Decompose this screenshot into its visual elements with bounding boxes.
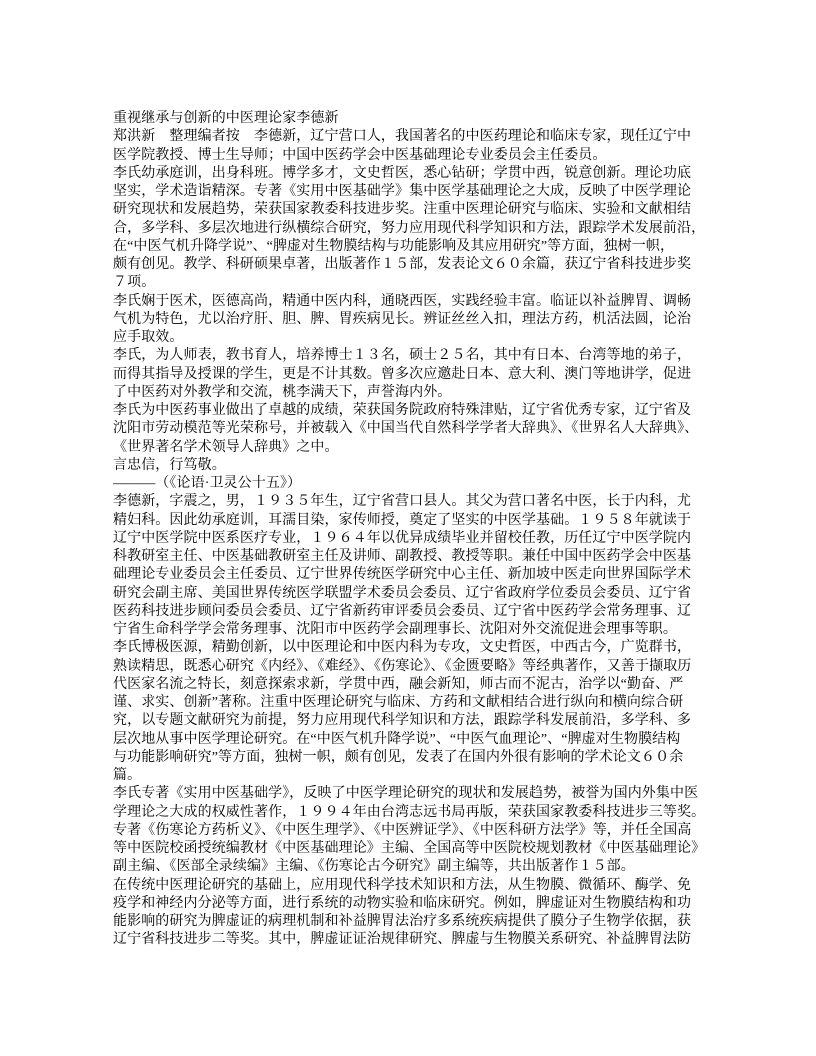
- text-line: 熟读精思，既悉心研究《内经》、《难经》、《伤寒论》、《金匮要略》等经典著作，又善于撷取历: [113, 658, 692, 674]
- text-line: 能影响的研究为脾虚证的病理机制和补益脾胃法治疗多系统疾病提供了膜分子生物学依据，获: [113, 914, 692, 929]
- text-line: 医药科技进步顾问委员会委员、辽宁省新药审评委员会委员、辽宁省中医药学会常务理事、辽: [113, 603, 692, 619]
- text-line: 与功能影响研究”等方面，独树一帜，颇有创见，发表了在国内外很有影响的学术论文６０余: [113, 749, 684, 765]
- text-line: 李氏专著《实用中医基础学》，反映了中医学理论研究的现状和发展趋势，被誉为国内外集中医: [113, 786, 699, 802]
- text-line: 等中医院校函授统编教材《中医基础理论》主编、全国高等中医院校规划教材《中医基础理论》: [113, 841, 706, 856]
- text-line: 辽宁省科技进步二等奖。其中，脾虚证证治规律研究、脾虚与生物膜关系研究、补益脾胃法防: [113, 932, 692, 948]
- text-line: 宁省生命科学学会常务理事、沈阳市中医药学会副理事长、沈阳对外交流促进会理事等职。: [113, 622, 677, 637]
- text-line: 疫学和神经内分泌等方面，进行系统的动物实验和临床研究。例如，脾虚证对生物膜结构和功: [113, 895, 692, 911]
- text-line: 坚实，学术造诣精深。专著《实用中医基础学》集中医学基础理论之大成，反映了中医学理论: [113, 184, 692, 199]
- text-line: 医学院教授、博士生导师；中国中医药学会中医基础理论专业委员会主任委员。: [113, 147, 607, 163]
- text-line: 李氏，为人师表，教书育人，培养博士１３名，硕士２５名，其中有日本、台湾等地的弟子，: [113, 348, 692, 364]
- text-line: 李氏幼承庭训，出身科班。博学多才，文史哲医，悉心钻研；学贯中西，锐意创新。理论功底: [113, 165, 692, 181]
- text-line: 学理论之大成的权威性著作，１９９４年由台湾志远书局再版，荣获国家教委科技进步三等奖。: [113, 804, 706, 820]
- text-line: 郑洪新 整理编者按 李德新，辽宁营口人，我国著名的中医药理论和临床专家，现任辽宁中: [113, 129, 692, 145]
- text-line: 沈阳市劳动模范等光荣称号，并被载入《中国当代自然科学学者大辞典》、《世界名人大辞典》、: [113, 421, 699, 437]
- text-line: 《世界著名学术领导人辞典》之中。: [113, 439, 339, 455]
- text-line: 合，多学科、多层次地进行纵横综合研究，努力应用现代科学知识和方法，跟踪学术发展前沿，: [113, 220, 706, 236]
- text-line: ———（《论语·卫灵公十五》）: [113, 476, 302, 491]
- text-line: 专著《伤寒论方药析义》、《中医生理学》、《中医辨证学》、《中医科研方法学》等，并任全国高: [113, 822, 692, 838]
- text-line: 篇。: [113, 768, 142, 783]
- text-line: 层次地从事中医学理论研究。在“中医气机升降学说”、“中医气血理论”、“脾虚对生物膜结构: [113, 731, 681, 747]
- document-title-line: 重视继承与创新的中医理论家李德新: [113, 111, 339, 126]
- text-line: 研究会副主席、美国世界传统医学联盟学术委员会委员、辽宁省政府学位委员会委员、辽宁省: [113, 585, 692, 601]
- text-line: 李德新，字震之，男，１９３５年生，辽宁省营口县人。其父为营口著名中医，长于内科，尤: [113, 494, 692, 510]
- text-line: 而得其指导及授课的学生，更是不计其数。曾多次应邀赴日本、意大利、澳门等地讲学，促进: [113, 366, 692, 382]
- text-line: 究，以专题文献研究为前提，努力应用现代科学知识和方法，跟踪学科发展前沿，多学科、多: [113, 713, 692, 729]
- text-line: 颇有创见。教学、科研硕果卓著，出版著作１５部，发表论文６０余篇，获辽宁省科技进步奖: [113, 257, 692, 272]
- text-line: 李氏娴于医术，医德高尚，精通中医内科，通晓西医，实践经验丰富。临证以补益脾胃、调畅: [113, 293, 692, 309]
- text-line: 础理论专业委员会主任委员、辽宁世界传统医学研究中心主任、新加坡中医走向世界国际学术: [113, 567, 692, 583]
- text-line: ７项。: [113, 275, 156, 291]
- text-line: 李氏博极医源，精勤创新，以中医理论和中医内科为专攻，文史哲医，中西古今，广览群书，: [113, 640, 692, 656]
- document-body: [113, 110, 705, 950]
- text-line: 精妇科。因此幼承庭训，耳濡目染，家传师授，奠定了坚实的中医学基础。１９５８年就读于: [113, 512, 692, 528]
- text-line: 李氏为中医药事业做出了卓越的成绩，荣获国务院政府特殊津贴，辽宁省优秀专家，辽宁省及: [113, 403, 692, 418]
- text-line: 在“中医气机升降学说”、“脾虚对生物膜结构与功能影响及其应用研究”等方面，独树一帜，: [113, 238, 675, 254]
- text-line: 辽宁中医学院中医系医疗专业，１９６４年以优异成绩毕业并留校任教，历任辽宁中医学院内: [113, 530, 692, 546]
- text-line: 代医家名流之特长，刻意探索求新，学贯中西，融会新知，师古而不泥古，治学以“勤奋、严: [113, 676, 684, 692]
- text-line: 了中医药对外教学和交流，桃李满天下，声誉海内外。: [113, 384, 452, 400]
- text-line: 气机为特色，尤以治疗肝、胆、脾、胃疾病见长。辨证丝丝入扣，理法方药，机活法圆，论治: [113, 311, 692, 327]
- text-line: 在传统中医理论研究的基础上，应用现代科学技术知识和方法，从生物膜、微循环、酶学、免: [113, 877, 692, 893]
- text-line: 副主编、《医部全录续编》主编、《伤寒论古今研究》副主编等，共出版著作１５部。: [113, 859, 635, 875]
- text-line: 言忠信，行笃敬。: [113, 457, 226, 473]
- text-line: 科教研室主任、中医基础教研室主任及讲师、副教授、教授等职。兼任中国中医药学会中医基: [113, 549, 692, 564]
- text-line: 谨、求实、创新”著称。注重中医理论研究与临床、方药和文献相结合进行纵向和横向综合研: [113, 695, 684, 710]
- text-line: 应手取效。: [113, 330, 184, 345]
- text-line: 研究现状和发展趋势，荣获国家教委科技进步奖。注重中医理论研究与临床、实验和文献相结: [113, 202, 692, 218]
